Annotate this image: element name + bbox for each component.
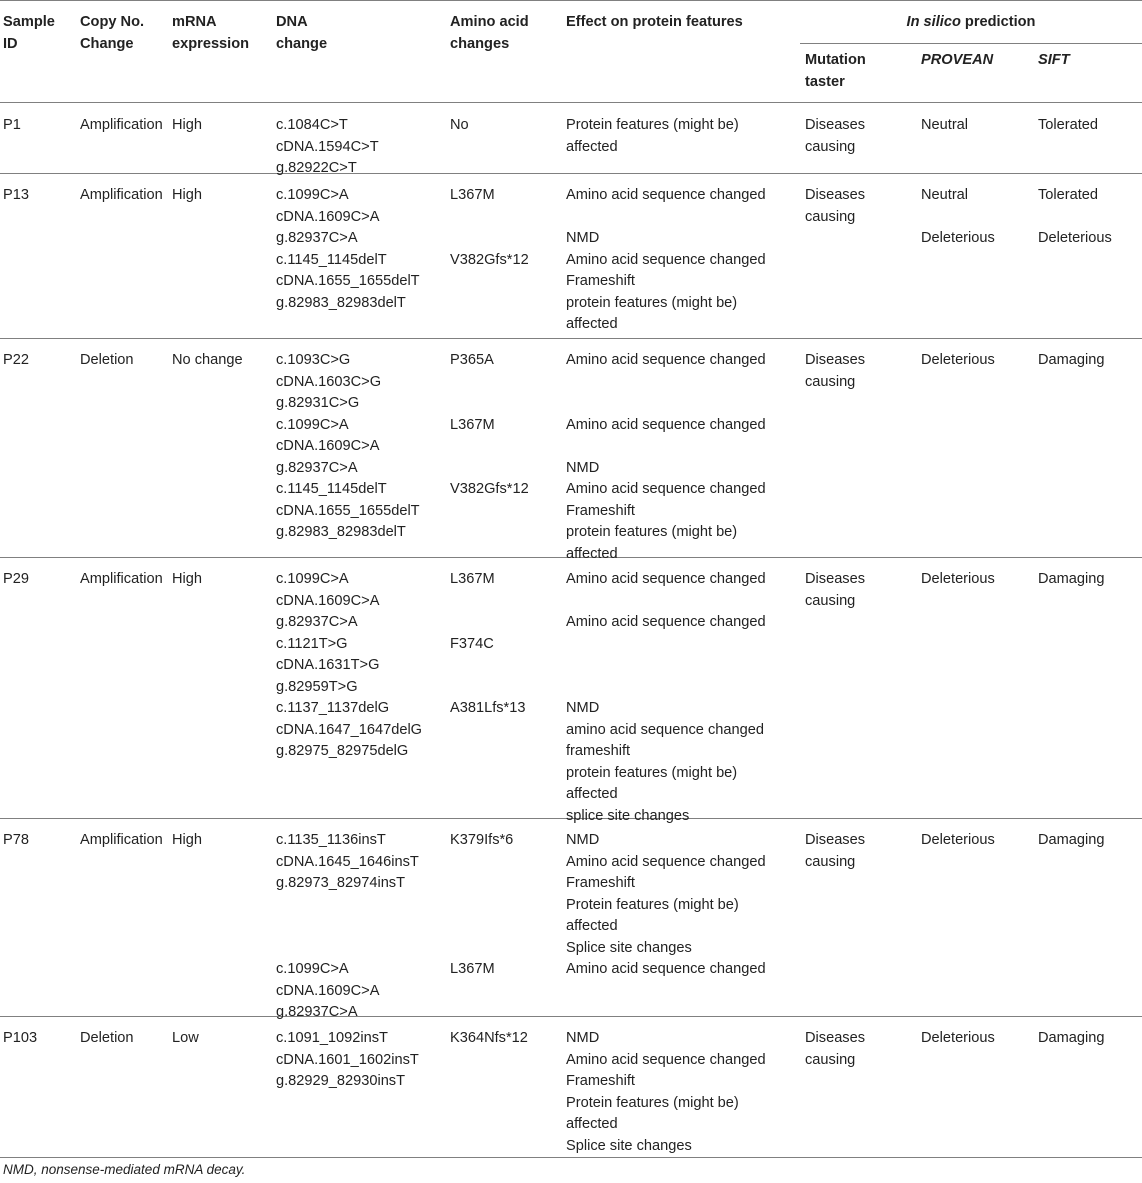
cell-line [450,852,513,874]
cell-provean [921,569,995,591]
cell-sample-id: P103 [3,1030,38,1046]
cell-mrna: High [172,117,203,133]
header-effect [566,12,743,34]
cell-line: c.1137_1137delG [276,700,390,716]
cell-line: c.1099C>A [276,571,349,587]
cell-line [566,207,766,229]
cell-line: Protein features (might be) [566,1094,739,1111]
cell-line [450,677,525,699]
cell-line: g.82937C>A [276,1004,358,1020]
cell-line: c.1099C>A [276,961,349,977]
cell-line: c.1121T>G [276,635,348,652]
cell-line: g.82929_82930insT [276,1073,406,1089]
cell-line: K364Nfs*12 [450,1030,528,1046]
cell-line: No [450,117,469,133]
cell-sift [1038,350,1105,372]
cell-line: affected [566,316,618,332]
cell-line [276,916,419,938]
cell-line [276,938,419,960]
cell-line: Diseases [805,1030,866,1046]
cell-line [450,916,513,938]
cell-copy-change: Deletion [80,1030,134,1046]
cell-line: cDNA.1655_1655delT [276,273,420,289]
cell-line: cDNA.1647_1647delG [276,721,423,738]
header-text: Sample [3,14,55,30]
cell-mutation-taster [805,115,865,158]
cell-line [450,591,525,613]
cell-line: Damaging [1038,352,1105,368]
cell-line: Amino acid sequence changed [566,481,766,497]
cell-copy-change: Amplification [80,571,163,587]
header-text: ID [3,35,18,52]
cell-line: Splice site changes [566,1137,692,1154]
cell-line: NMD [566,230,600,246]
cell-line: Neutral [921,117,969,133]
cell-line: g.82931C>G [276,395,360,411]
cell-copy-change: Amplification [80,187,163,203]
cell-effect [566,185,766,336]
cell-line: Deleterious [921,352,995,368]
cell-sample-id: P22 [3,352,29,368]
cell-mutation-taster [805,350,865,393]
cell-line: g.82959T>G [276,678,358,695]
table-footnote: NMD, nonsense-mediated mRNA decay. [3,1162,246,1177]
cell-line: cDNA.1631T>G [276,657,380,673]
table-row [0,818,1142,1020]
cell-line: Diseases [805,187,866,203]
cell-copy-change: Deletion [80,352,134,368]
cell-line: Tolerated [1038,117,1099,133]
cell-effect [566,115,739,158]
cell-line: cDNA.1609C>A [276,208,380,225]
cell-line: g.82937C>A [276,459,358,476]
cell-line: c.1135_1136insT [276,832,386,848]
cell-line: causing [805,1051,856,1068]
table-top-rule [0,0,1142,1]
cell-amino-changes [450,115,469,137]
cell-copy-change: Amplification [80,117,163,133]
header-text: Amino acid [450,14,529,30]
cell-line [450,655,525,677]
cell-dna-change [276,185,420,314]
cell-sample-id: P29 [3,571,29,587]
cell-effect [566,350,766,565]
cell-amino-changes [450,569,525,720]
cell-line: Diseases [805,117,866,133]
header-text: PROVEAN [921,52,994,68]
cell-line: Frameshift [566,875,635,891]
cell-line [450,895,513,917]
cell-line: Frameshift [566,273,635,289]
cell-line [450,938,513,960]
header-text: changes [450,35,510,52]
cell-line: F374C [450,635,494,652]
cell-mrna: High [172,571,203,587]
cell-line: g.82975_82975delG [276,743,409,759]
cell-line: affected [566,545,618,562]
header-text: change [276,35,328,52]
cell-dna-change [276,830,419,1024]
cell-line: L367M [450,416,495,433]
cell-dna-change [276,115,379,180]
cell-line: splice site changes [566,807,690,824]
cell-line: cDNA.1609C>A [276,982,380,999]
cell-mutation-taster [805,1028,865,1071]
cell-line: Tolerated [1038,187,1099,203]
header-mutation-taster [805,50,866,93]
cell-provean [921,830,995,852]
cell-line [566,591,766,613]
cell-effect [566,830,766,981]
cell-amino-changes [450,1028,528,1050]
cell-line: Deleterious [1038,230,1112,246]
cell-line: L367M [450,571,495,587]
table-row [0,1016,1142,1158]
header-text: expression [172,35,250,52]
cell-line: frameshift [566,743,631,759]
cell-line: V382Gfs*12 [450,481,529,497]
cell-amino-changes [450,830,513,981]
cell-line: cDNA.1609C>A [276,438,380,454]
cell-line: c.1099C>A [276,416,349,433]
header-text: Effect on protein features [566,14,743,30]
cell-line [566,677,766,699]
cell-provean [921,350,995,372]
cell-sift [1038,185,1112,250]
cell-line [921,207,995,229]
cell-provean [921,185,995,250]
cell-line: c.1093C>G [276,352,351,368]
cell-copy-change: Amplification [80,832,163,848]
cell-dna-change [276,1028,419,1093]
cell-line: Neutral [921,187,969,203]
header-text: mRNA [172,14,217,30]
cell-line: Frameshift [566,1073,635,1089]
cell-line: Deleterious [921,571,995,587]
cell-line: Damaging [1038,1030,1105,1046]
cell-line: Protein features (might be) [566,896,739,913]
cell-line: Damaging [1038,571,1105,587]
cell-line: Amino acid sequence changed [566,187,766,203]
cell-line: g.82922C>T [276,160,357,176]
cell-line: g.82973_82974insT [276,875,406,891]
cell-line [276,895,419,917]
cell-line: NMD [566,832,600,848]
header-text: Mutation [805,52,866,68]
cell-line [566,372,766,394]
cell-line: cDNA.1609C>A [276,592,380,609]
cell-mrna: High [172,832,203,848]
cell-line: causing [805,208,856,225]
cell-provean [921,1028,995,1050]
cell-line: causing [805,373,856,390]
header-mrna [172,12,249,55]
cell-line [566,655,766,677]
header-text: taster [805,73,845,90]
cell-line: NMD [566,1030,600,1046]
cell-line: c.1145_1145delT [276,481,387,497]
table-row [0,173,1142,339]
cell-sift [1038,569,1105,591]
cell-line: c.1084C>T [276,117,348,133]
cell-sample-id: P78 [3,832,29,848]
cell-line: Amino acid sequence changed [566,352,766,368]
cell-line: cDNA.1655_1655delT [276,502,420,519]
header-text: SIFT [1038,52,1070,68]
cell-line: cDNA.1594C>T [276,138,379,155]
cell-line: NMD [566,700,600,716]
cell-line: V382Gfs*12 [450,251,529,268]
cell-line [566,634,766,656]
cell-sift [1038,830,1105,852]
cell-line: Diseases [805,832,866,848]
cell-sift [1038,1028,1105,1050]
cell-line [450,436,529,458]
cell-line: NMD [566,459,600,476]
cell-line: protein features (might be) [566,524,738,540]
cell-mrna: High [172,187,203,203]
cell-sift [1038,115,1098,137]
cell-line: Diseases [805,352,866,368]
cell-line: c.1145_1145delT [276,251,387,268]
cell-line: affected [566,786,618,802]
header-text-italic: In silico [906,14,961,30]
table-row [0,338,1142,562]
cell-line: affected [566,1116,618,1132]
cell-mutation-taster [805,185,865,228]
header-text: Copy No. [80,14,145,30]
cell-provean [921,115,968,137]
table-row [0,103,1142,174]
cell-line: Diseases [805,571,866,587]
cell-line: Damaging [1038,832,1105,848]
cell-line: K379Ifs*6 [450,832,514,848]
cell-line: affected [566,138,618,155]
cell-sample-id: P1 [3,117,21,133]
cell-amino-changes [450,185,529,271]
header-text: prediction [960,14,1036,30]
header-in-silico [800,12,1142,34]
cell-line: causing [805,138,856,155]
cell-line: Amino acid sequence changed [566,853,766,870]
cell-dna-change [276,569,422,763]
cell-mrna: Low [172,1030,199,1046]
cell-line: cDNA.1645_1646insT [276,853,419,870]
cell-line [566,393,766,415]
cell-line: Amino acid sequence changed [566,961,766,977]
cell-line: g.82983_82983delT [276,294,406,311]
header-provean [921,50,993,72]
cell-line [450,458,529,480]
cell-line: Amino acid sequence changed [566,571,766,587]
cell-line [450,372,529,394]
cell-line: Deleterious [921,230,995,246]
cell-line: Protein features (might be) [566,117,739,133]
cell-line: causing [805,592,856,609]
cell-line: Splice site changes [566,939,692,956]
cell-line: cDNA.1601_1602insT [276,1051,419,1068]
cell-sample-id: P13 [3,187,29,203]
cell-line: c.1091_1092insT [276,1030,388,1046]
cell-line: cDNA.1603C>G [276,373,382,390]
cell-line: Amino acid sequence changed [566,416,766,433]
header-text: Change [80,35,134,52]
cell-line: amino acid sequence changed [566,721,764,738]
header-sample-id [3,12,55,55]
cell-amino-changes [450,350,529,501]
cell-line: g.82937C>A [276,614,358,630]
cell-line: A381Lfs*13 [450,700,526,716]
table-row [0,557,1142,824]
cell-mutation-taster [805,569,865,612]
cell-line [1038,207,1112,229]
cell-line: Amino acid sequence changed [566,1051,766,1068]
cell-line: Amino acid sequence changed [566,251,766,268]
header-sift [1038,50,1070,72]
cell-line: P365A [450,352,494,368]
header-amino [450,12,529,55]
header-dna [276,12,327,55]
cell-line [450,228,529,250]
header-copy-no [80,12,144,55]
cell-line: g.82983_82983delT [276,524,406,540]
cell-line: c.1099C>A [276,187,349,203]
cell-line [566,436,766,458]
cell-line: causing [805,853,856,870]
cell-line: protein features (might be) [566,294,738,311]
cell-mrna: No change [172,352,243,368]
cell-line: Deleterious [921,1030,995,1046]
header-subrule [800,43,1142,44]
cell-line [450,393,529,415]
cell-line: protein features (might be) [566,764,738,781]
header-text: DNA [276,14,308,30]
cell-line [450,873,513,895]
cell-line: L367M [450,961,495,977]
cell-mutation-taster [805,830,865,873]
cell-line: g.82937C>A [276,230,358,246]
cell-line [450,207,529,229]
cell-line [450,612,525,634]
cell-line: Deleterious [921,832,995,848]
cell-line: L367M [450,187,495,203]
cell-effect [566,569,766,827]
cell-effect [566,1028,766,1157]
cell-dna-change [276,350,420,544]
cell-line: affected [566,918,618,934]
cell-line: Amino acid sequence changed [566,614,766,630]
cell-line: Frameshift [566,502,635,519]
